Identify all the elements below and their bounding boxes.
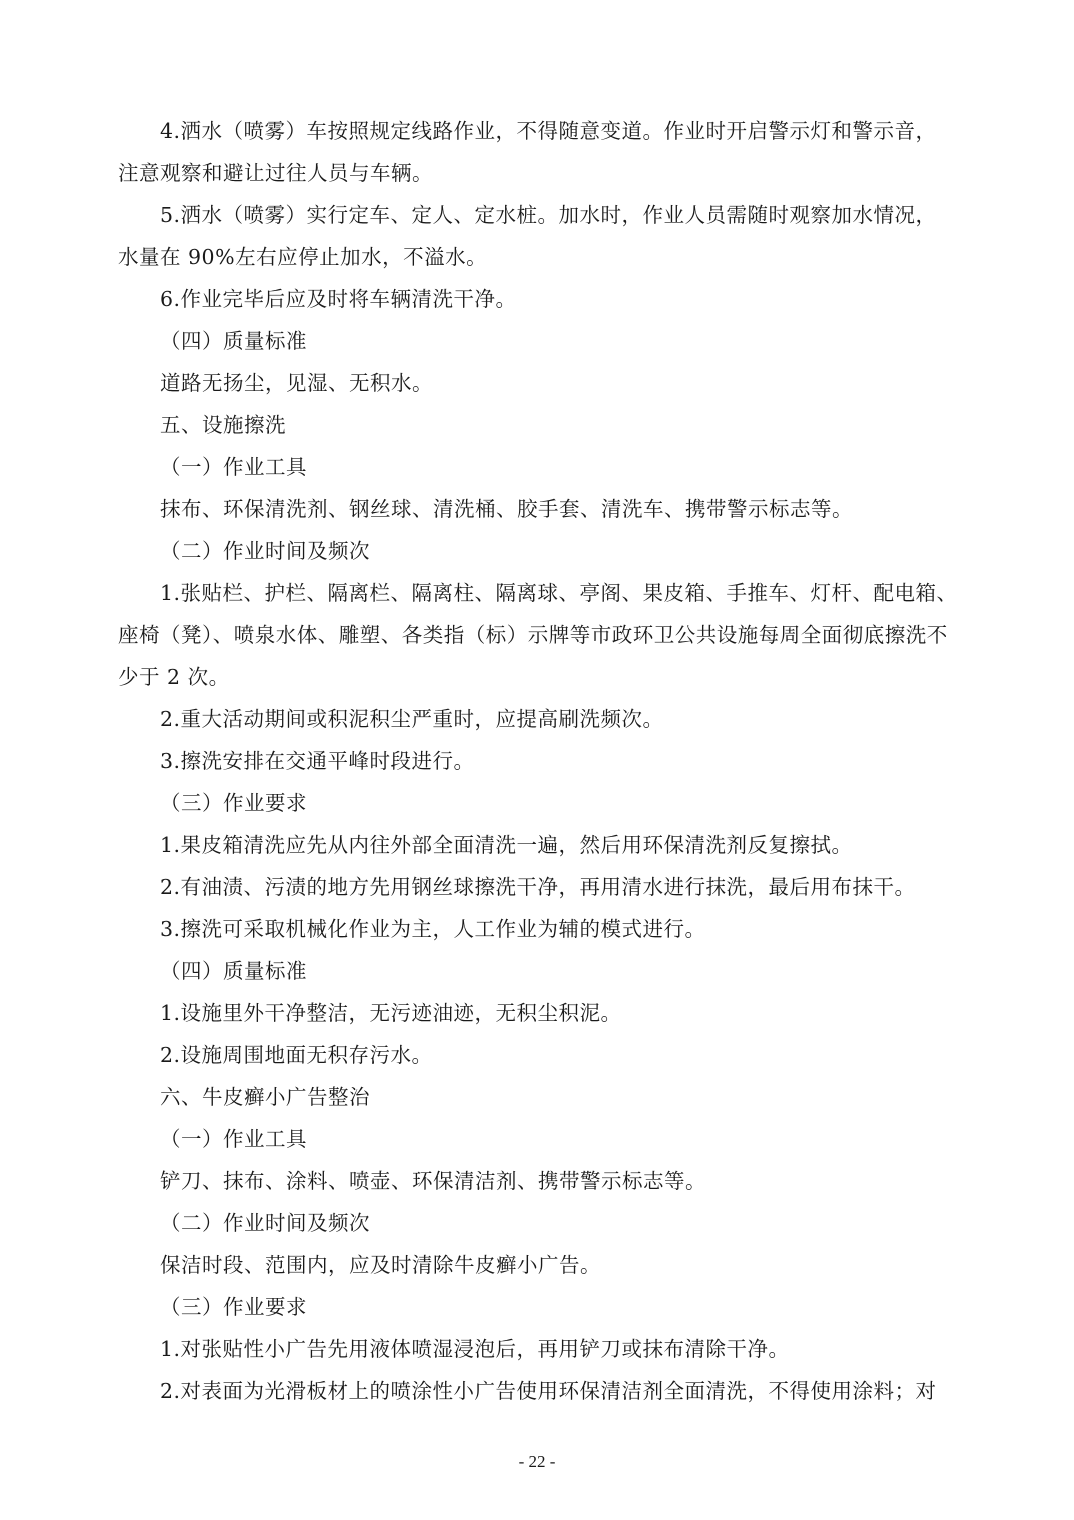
text-line: 保洁时段、范围内，应及时清除牛皮癣小广告。 [160, 1253, 601, 1277]
text-line: 水量在 90%左右应停止加水，不溢水。 [118, 245, 488, 269]
text-line: （三）作业要求 [160, 1295, 307, 1319]
text-line: 座椅（凳）、喷泉水体、雕塑、各类指（标）示牌等市政环卫公共设施每周全面彻底擦洗不 [118, 623, 948, 647]
text-line: （四）质量标准 [160, 329, 307, 353]
text-line: 抹布、环保清洗剂、钢丝球、清洗桶、胶手套、清洗车、携带警示标志等。 [160, 497, 853, 521]
text-line: 1.果皮箱清洗应先从内往外部全面清洗一遍，然后用环保清洗剂反复擦拭。 [160, 833, 853, 857]
text-line: （一）作业工具 [160, 455, 307, 479]
page-number: - 22 - [518, 1452, 556, 1471]
text-line: （四）质量标准 [160, 959, 307, 983]
text-line: 道路无扬尘，见湿、无积水。 [160, 371, 433, 395]
text-line: 六、牛皮癣小广告整治 [160, 1085, 370, 1109]
text-line: （一）作业工具 [160, 1127, 307, 1151]
text-line: 4.洒水（喷雾）车按照规定线路作业，不得随意变道。作业时开启警示灯和警示音， [160, 119, 937, 143]
text-line: 1.张贴栏、护栏、隔离栏、隔离柱、隔离球、亭阁、果皮箱、手推车、灯杆、配电箱、 [160, 581, 958, 605]
text-line: （二）作业时间及频次 [160, 1211, 370, 1235]
text-line: 1.对张贴性小广告先用液体喷湿浸泡后，再用铲刀或抹布清除干净。 [160, 1337, 790, 1361]
text-line: 2.对表面为光滑板材上的喷涂性小广告使用环保清洁剂全面清洗，不得使用涂料；对 [160, 1379, 937, 1403]
text-line: （三）作业要求 [160, 791, 307, 815]
text-line: 2.设施周围地面无积存污水。 [160, 1043, 433, 1067]
text-line: 5.洒水（喷雾）实行定车、定人、定水桩。加水时，作业人员需随时观察加水情况， [160, 203, 937, 227]
text-line: 2.有油渍、污渍的地方先用钢丝球擦洗干净，再用清水进行抹洗，最后用布抹干。 [160, 875, 916, 899]
text-line: 6.作业完毕后应及时将车辆清洗干净。 [160, 287, 517, 311]
text-line: 3.擦洗安排在交通平峰时段进行。 [160, 749, 475, 773]
document-body [118, 110, 978, 1412]
text-line: 1.设施里外干净整洁，无污迹油迹，无积尘积泥。 [160, 1001, 622, 1025]
text-line: 2.重大活动期间或积泥积尘严重时，应提高刷洗频次。 [160, 707, 664, 731]
text-line: 铲刀、抹布、涂料、喷壶、环保清洁剂、携带警示标志等。 [160, 1169, 706, 1193]
text-line: 少于 2 次。 [118, 665, 230, 689]
text-line: 注意观察和避让过往人员与车辆。 [118, 161, 433, 185]
text-line: 五、设施擦洗 [160, 413, 286, 437]
text-line: 3.擦洗可采取机械化作业为主，人工作业为辅的模式进行。 [160, 917, 706, 941]
text-line: （二）作业时间及频次 [160, 539, 370, 563]
